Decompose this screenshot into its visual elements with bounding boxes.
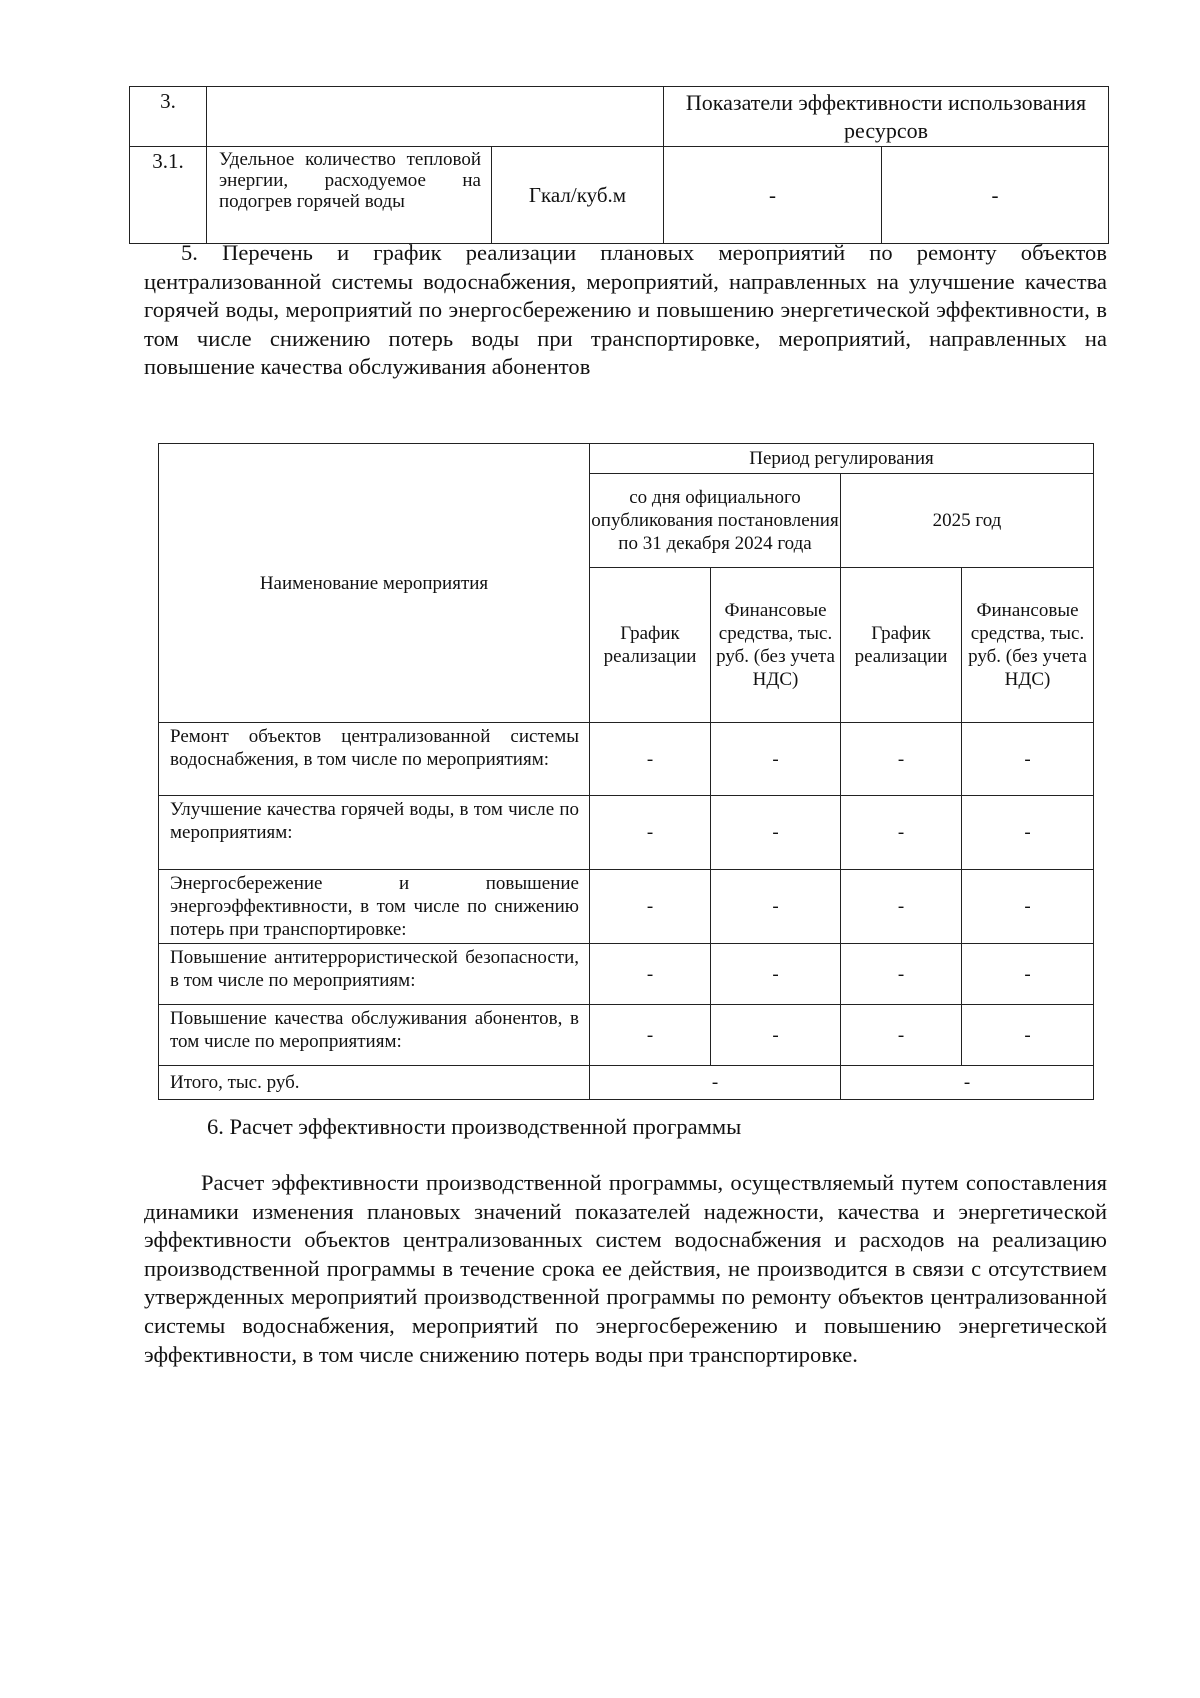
plan-measures-table bbox=[158, 443, 1094, 1100]
value-cell: - bbox=[590, 1005, 711, 1066]
indicator-description: Удельное количество тепловой энергии, расходуемое на подогрев горячей воды bbox=[207, 147, 492, 244]
value-cell: - bbox=[962, 944, 1094, 1005]
value-cell: - bbox=[711, 944, 841, 1005]
table-total-row bbox=[159, 1066, 1094, 1100]
value-cell: - bbox=[841, 796, 962, 870]
section-6-text: Расчет эффективности производственной программы, осуществляемый путем сопоставления динамики изменения плановых значений показателей надежности, качества и энергетической эффективности объектов централизованных систем водоснабжения и расходов на реализацию производственной программы в течение срока ее действия, не производится в связи с отсутствием утвержденных мероприятий производственной программы по ремонту объектов централизованной системы водоснабжения, мероприятий по энергосбережению и повышению энергетической эффективности, в том числе снижению потерь воды при транспортировке. bbox=[144, 1170, 1107, 1367]
table-row bbox=[159, 944, 1094, 1005]
column-header-finance: Финансовые средства, тыс. руб. (без учета НДС) bbox=[711, 568, 841, 723]
value-cell: - bbox=[962, 870, 1094, 944]
value-cell: - bbox=[590, 944, 711, 1005]
value-cell: - bbox=[711, 870, 841, 944]
table-row bbox=[159, 723, 1094, 796]
column-header-period: Период регулирования bbox=[590, 444, 1094, 474]
section-heading-cell: Показатели эффективности использования ресурсов bbox=[664, 87, 1109, 147]
row-number: 3.1. bbox=[130, 147, 207, 244]
table-row bbox=[159, 1005, 1094, 1066]
efficiency-indicators-table bbox=[129, 86, 1109, 244]
value-cell: - bbox=[664, 147, 882, 244]
table-row bbox=[159, 796, 1094, 870]
column-header-name: Наименование мероприятия bbox=[159, 444, 590, 723]
value-cell: - bbox=[711, 796, 841, 870]
measure-name: Ремонт объектов централизованной системы водоснабжения, в том числе по мероприятиям: bbox=[159, 723, 590, 796]
value-cell: - bbox=[841, 870, 962, 944]
value-cell: - bbox=[841, 944, 962, 1005]
total-value: - bbox=[590, 1066, 841, 1100]
empty-cell bbox=[207, 87, 664, 147]
value-cell: - bbox=[962, 796, 1094, 870]
value-cell: - bbox=[711, 1005, 841, 1066]
table-row bbox=[130, 87, 1109, 147]
value-cell: - bbox=[590, 870, 711, 944]
section-5-text: 5. Перечень и график реализации плановых мероприятий по ремонту объектов централизованной системы водоснабжения, мероприятий, направленных на улучшение качества горячей воды, мероприятий по энергосбережению и повышению энергетической эффективности, в том числе снижению потерь воды при транспортировке, мероприятий, направленных на повышение качества обслуживания абонентов bbox=[144, 240, 1107, 380]
value-cell: - bbox=[841, 723, 962, 796]
section-6-heading: 6. Расчет эффективности производственной программы bbox=[207, 1114, 742, 1139]
row-number: 3. bbox=[130, 87, 207, 147]
table-row bbox=[130, 147, 1109, 244]
value-cell: - bbox=[962, 1005, 1094, 1066]
value-cell: - bbox=[590, 723, 711, 796]
total-value: - bbox=[841, 1066, 1094, 1100]
measure-name: Улучшение качества горячей воды, в том числе по мероприятиям: bbox=[159, 796, 590, 870]
value-cell: - bbox=[711, 723, 841, 796]
value-cell: - bbox=[882, 147, 1109, 244]
measure-name: Энергосбережение и повышение энергоэффективности, в том числе по снижению потерь при транспортировке: bbox=[159, 870, 590, 944]
column-header-schedule: График реализации bbox=[590, 568, 711, 723]
value-cell: - bbox=[590, 796, 711, 870]
table-header-row bbox=[159, 444, 1094, 474]
total-label: Итого, тыс. руб. bbox=[159, 1066, 590, 1100]
value-cell: - bbox=[962, 723, 1094, 796]
column-header-schedule: График реализации bbox=[841, 568, 962, 723]
unit-cell: Гкал/куб.м bbox=[492, 147, 664, 244]
measure-name: Повышение антитеррористической безопасности, в том числе по мероприятиям: bbox=[159, 944, 590, 1005]
measure-name: Повышение качества обслуживания абонентов, в том числе по мероприятиям: bbox=[159, 1005, 590, 1066]
table-row bbox=[159, 870, 1094, 944]
column-header-period-2: 2025 год bbox=[841, 474, 1094, 568]
column-header-period-1: со дня официального опубликования постановления по 31 декабря 2024 года bbox=[590, 474, 841, 568]
value-cell: - bbox=[841, 1005, 962, 1066]
column-header-finance: Финансовые средства, тыс. руб. (без учета НДС) bbox=[962, 568, 1094, 723]
